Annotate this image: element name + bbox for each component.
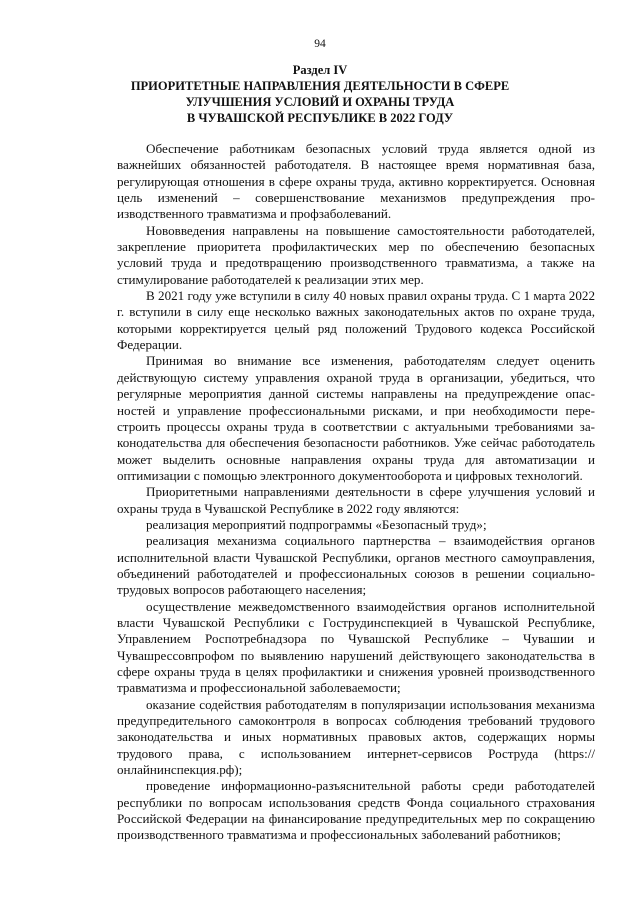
page-number: 94 (314, 38, 326, 50)
paragraph: В 2021 году уже вступили в силу 40 новых правил охраны труда. С 1 марта 2022 г. вступили в силу еще несколько важных законодательных актов по охране труда, которыми корректируется целый ряд положений Трудового кодекса Российской Федерации. (117, 288, 595, 353)
list-item: реализация мероприятий подпрограммы «Безопасный труд»; (146, 516, 487, 532)
section-title-line: ПРИОРИТЕТНЫЕ НАПРАВЛЕНИЯ ДЕЯТЕЛЬНОСТИ В СФЕРЕ (130, 79, 510, 93)
section-title-line: В ЧУВАШСКОЙ РЕСПУБЛИКЕ В 2022 ГОДУ (186, 111, 454, 125)
list-item: осуществление межведомственного взаимодействия органов исполнительной власти Чувашской Республики с Гострудинспекцией в Чувашской Республике, Управлением Роспотребнадзора по Чувашской Республике – Чувашии и Чувашрессовпрофом по выявлению нарушений действующего законодательства в сфере охраны труда в целях профилактики и снижения уровней производственного травматизма и профессиональной заболеваемости; (117, 598, 595, 696)
list-item: проведение информационно-разъяснительной работы среди работодателей республики по вопросам использования средств Фонда социального страхования Российской Федерации на финансирование предупредительных мер по сокращению производственного травматизма и профессиональных заболеваний работников; (117, 778, 595, 843)
paragraph: Принимая во внимание все изменения, работодателям следует оценить действующую систему управления охраной труда в организации, убедиться, что регулярные мероприятия данной системы направлены на предупреждение опасностей и управление профессиональными рисками, и при необходимости перестроить процессы охраны труда в соответствии с актуальными требованиями законодательства для обеспечения безопасности работников. Уже сейчас работодатель может выделить основные направления охраны труда для автоматизации и оптимизации с помощью электронного документооборота и цифровых технологий. (117, 353, 595, 483)
section-title-line: УЛУЧШЕНИЯ УСЛОВИЙ И ОХРАНЫ ТРУДА (185, 95, 455, 109)
paragraph: Обеспечение работникам безопасных условий труда является одной из важнейших обязанностей работодателя. В настоящее время нормативная база, регулирующая отношения в сфере охраны труда, активно корректируется. Основная цель изменений – совершенствование механизмов предупреждения производственного травматизма и профзаболеваний. (117, 141, 595, 222)
body-text (117, 141, 595, 844)
section-heading (100, 62, 540, 126)
paragraph: Нововведения направлены на повышение самостоятельности работодателей, закрепление приоритета профилактических мер по обеспечению безопасных условий труда и предотвращению производственного травматизма, а также на стимулирование работодателей к реализации этих мер. (117, 222, 595, 287)
list-item: реализация механизма социального партнерства – взаимодействия органов исполнительной власти Чувашской Республики, органов местного самоуправления, объединений работодателей и профессиональных союзов в решении социально-трудовых вопросов работающего населения; (117, 533, 595, 598)
section-label: Раздел IV (292, 63, 348, 77)
list-item: оказание содействия работодателям в популяризации использования механизма предупредительного самоконтроля в вопросах соблюдения требований трудового законодательства и иных нормативных правовых актов, содержащих нормы трудового права, с использованием интернет-сервисов Роструда (https://онлайнинспекция.рф); (117, 696, 595, 778)
paragraph: Приоритетными направлениями деятельности в сфере улучшения условий и охраны труда в Чувашской Республике в 2022 году являются: (117, 484, 595, 516)
